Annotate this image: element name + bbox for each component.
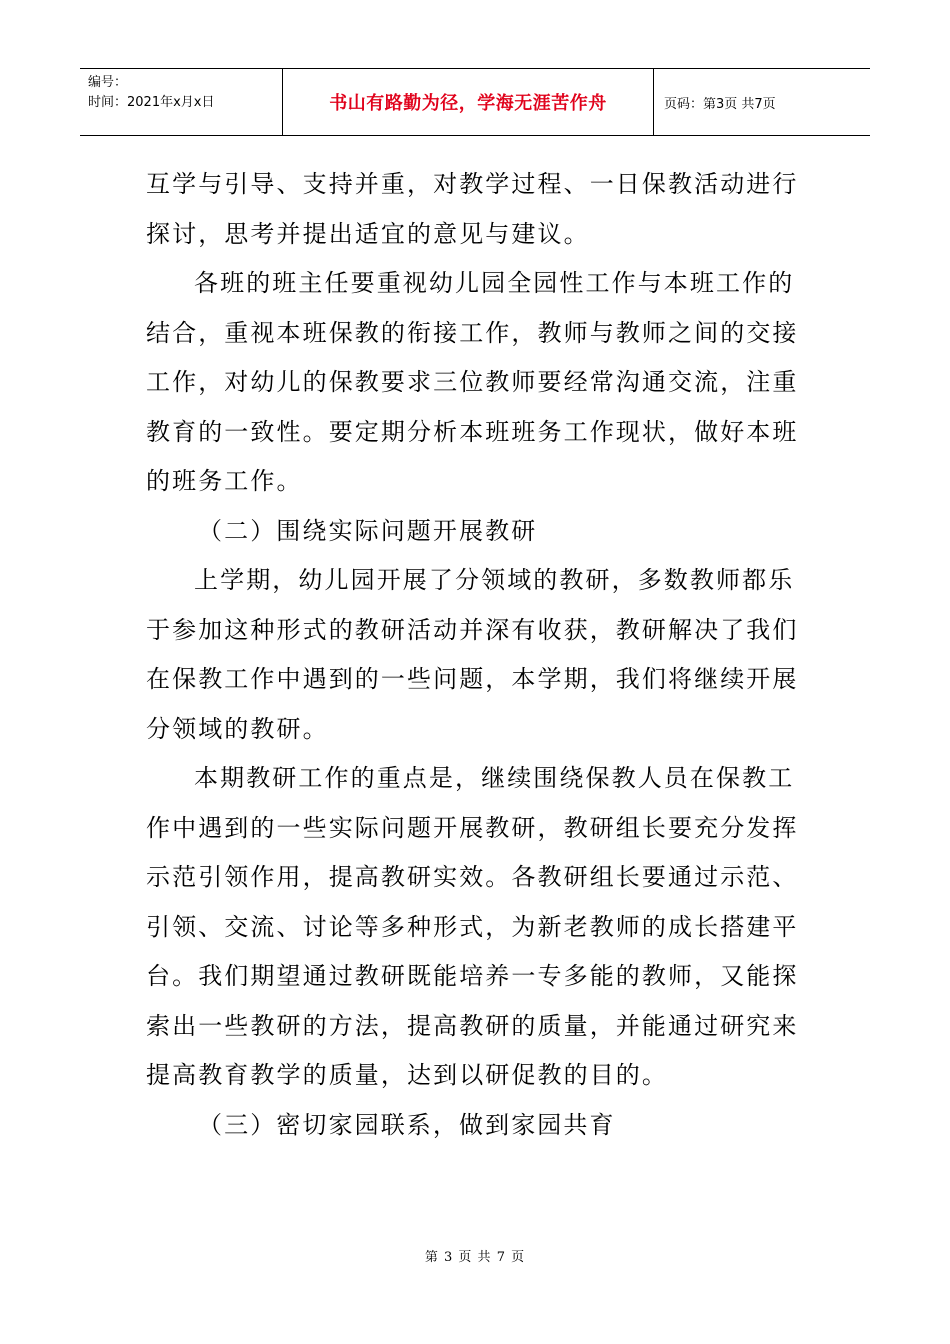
page-header [80,68,870,136]
section-heading: （二）围绕实际问题开展教研 [198,516,538,545]
header-page-info: 页码：第3页 共7页 [664,96,776,112]
paragraph: 本期教研工作的重点是，继续围绕保教人员在保教工作中遇到的一些实际问题开展教研，教研组长要充分发挥示范引领作用，提高教研实效。各教研组长要通过示范、引领、交流、讨论等多种形式，为新老教师的成长搭建平台。我们期望通过教研既能培养一专多能的教师，又能探索出一些教研的方法，提高教研的质量，并能通过研究来提高教育教学的质量，达到以研促教的目的。 [146,764,799,1089]
document-date: 时间：2021年x月x日 [88,95,215,110]
header-motto: 书山有路勤为径，学海无涯苦作舟 [282,69,654,135]
paragraph: 各班的班主任要重视幼儿园全园性工作与本班工作的结合，重视本班保教的衔接工作，教师与教师之间的交接工作，对幼儿的保教要求三位教师要经常沟通交流，注重教育的一致性。要定期分析本班班务工作现状，做好本班的班务工作。 [146,269,799,495]
paragraph: 上学期，幼儿园开展了分领域的教研，多数教师都乐于参加这种形式的教研活动并深有收获，教研解决了我们在保教工作中遇到的一些问题，本学期，我们将继续开展分领域的教研。 [146,566,799,743]
paragraph-continuation: 互学与引导、支持并重，对教学过程、一日保教活动进行探讨，思考并提出适宜的意见与建议。 [146,170,799,248]
page-footer: 第 3 页 共 7 页 [424,1250,526,1265]
document-body [146,160,806,1150]
section-heading: （三）密切家园联系，做到家园共育 [198,1110,616,1139]
header-meta [80,69,282,135]
document-number: 编号： [88,75,128,90]
